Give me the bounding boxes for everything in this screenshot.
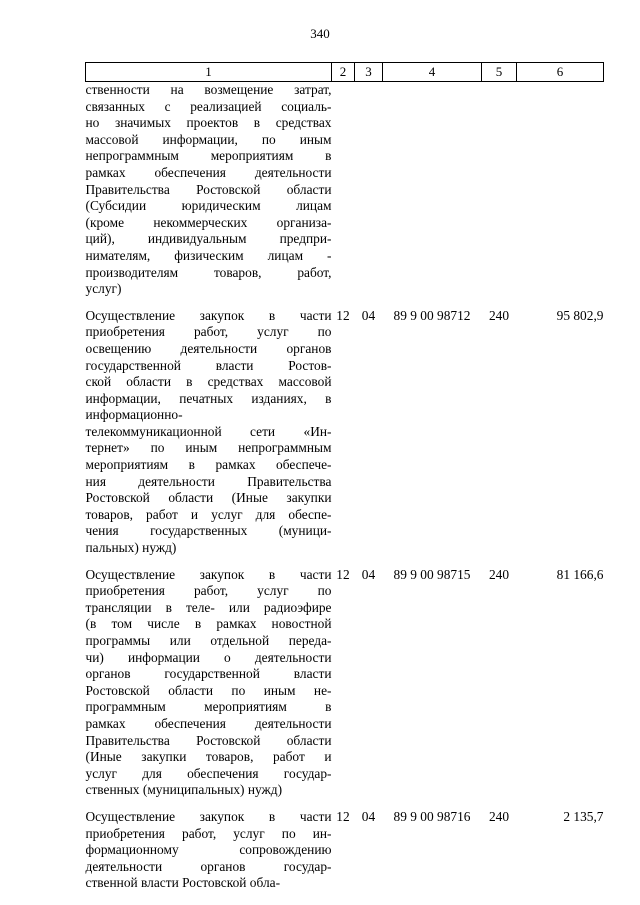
target-article-code: 89 9 00 98716 — [393, 808, 471, 824]
description-line: (кроме некоммерческих организа- — [85, 214, 332, 230]
description-line: ственных (муниципальных) нужд) — [85, 782, 283, 798]
amount-value: 95 802,9 — [556, 307, 604, 323]
amount-value — [517, 82, 604, 298]
table-row — [86, 308, 604, 557]
section-code — [332, 82, 355, 298]
row-description — [86, 567, 332, 799]
target-article-code: 89 9 00 98715 — [393, 566, 471, 582]
expense-type-code: 240 — [488, 808, 510, 824]
description-line: (Субсидии юридическим лицам — [85, 198, 332, 214]
row-spacer — [86, 799, 604, 809]
column-header: 1 — [86, 63, 332, 82]
description-line: ния деятельности Правительства — [85, 473, 332, 489]
description-line: информационно- — [85, 407, 183, 423]
subsection-code: 04 — [361, 566, 376, 582]
section-code: 12 — [336, 566, 350, 582]
subsection-code — [355, 82, 383, 298]
table-row — [86, 567, 604, 799]
section-code: 12 — [336, 808, 350, 824]
description-line: нимателям, физическим лицам - — [85, 247, 332, 263]
description-line: ской области в средствах массовой — [85, 374, 332, 390]
expense-type-code: 240 — [488, 566, 510, 582]
description-line: Ростовской области (Иные закупки — [85, 490, 332, 506]
amount-value: 2 135,7 — [563, 808, 604, 824]
table-row — [86, 809, 604, 892]
description-line: трансляции в теле- или радиоэфире — [85, 599, 332, 615]
description-line: информации, печатных изданиях, в — [85, 390, 332, 406]
description-line: программным мероприятиям в — [85, 699, 332, 715]
column-header: 5 — [482, 63, 517, 82]
description-line: Осуществление закупок в части — [85, 307, 332, 323]
description-line: массовой информации, по иным — [85, 131, 332, 147]
description-line: связанных с реализацией социаль- — [85, 98, 332, 114]
column-header: 6 — [517, 63, 604, 82]
description-line: чения государственных (муници- — [85, 523, 332, 539]
expense-type-code — [482, 82, 517, 298]
amount-value: 81 166,6 — [556, 566, 604, 582]
description-line: деятельности органов государ- — [85, 858, 332, 874]
description-line: пальных) нужд) — [85, 540, 177, 556]
page-number: 340 — [310, 26, 330, 41]
description-line: производителям товаров, работ, — [85, 264, 332, 280]
description-line: приобретения работ, услуг по — [85, 324, 332, 340]
description-line: услуг для обеспечения государ- — [85, 765, 332, 781]
expense-type-code: 240 — [488, 307, 510, 323]
column-header: 3 — [355, 63, 383, 82]
target-article-code: 89 9 00 98712 — [393, 307, 471, 323]
row-spacer — [86, 557, 604, 567]
target-article-code — [383, 82, 482, 298]
row-description — [86, 82, 332, 298]
row-spacer — [86, 298, 604, 308]
description-line: телекоммуникационной сети «Ин- — [85, 423, 332, 439]
table-row — [86, 82, 604, 298]
description-line: программы или отдельной переда- — [85, 633, 332, 648]
row-description — [86, 308, 332, 557]
description-line: мероприятиям в рамках обеспече- — [85, 457, 332, 473]
description-line: рамках обеспечения деятельности — [85, 164, 332, 180]
description-line: органов государственной власти — [85, 666, 332, 682]
description-line: непрограммным мероприятиям в — [85, 148, 332, 164]
description-line: но значимых проектов в средствах — [85, 115, 332, 131]
budget-table — [85, 62, 604, 892]
description-line: рамках обеспечения деятельности — [85, 715, 332, 731]
description-line: ственности на возмещение затрат, — [85, 82, 332, 97]
description-line: тернет» по иным непрограммным — [85, 440, 332, 456]
column-header: 2 — [332, 63, 355, 82]
description-line: Осуществление закупок в части — [85, 808, 332, 824]
description-line: (в том числе в рамках новостной — [85, 616, 332, 632]
row-description — [86, 809, 332, 892]
subsection-code: 04 — [361, 808, 376, 824]
description-line: Правительства Ростовской области — [85, 181, 332, 197]
section-code: 12 — [336, 307, 350, 323]
description-line: товаров, работ и услуг для обеспе- — [85, 506, 332, 522]
description-line: приобретения работ, услуг по — [85, 583, 332, 599]
description-line: государственной власти Ростов- — [85, 357, 332, 373]
description-line: формационному сопровождению — [85, 842, 332, 858]
description-line: приобретения работ, услуг по ин- — [85, 825, 332, 841]
description-line: освещению деятельности органов — [85, 340, 332, 356]
description-line: ственной власти Ростовской обла- — [85, 875, 281, 891]
subsection-code: 04 — [361, 307, 376, 323]
description-line: Правительства Ростовской области — [85, 732, 332, 748]
description-line: Осуществление закупок в части — [85, 566, 332, 582]
description-line: услуг) — [85, 281, 122, 297]
description-line: (Иные закупки товаров, работ и — [85, 749, 332, 765]
column-header: 4 — [383, 63, 482, 82]
description-line: ций), индивидуальным предпри- — [85, 231, 332, 247]
description-line: чи) информации о деятельности — [85, 649, 332, 665]
table-header-row — [86, 63, 604, 82]
description-line: Ростовской области по иным не- — [85, 682, 332, 698]
